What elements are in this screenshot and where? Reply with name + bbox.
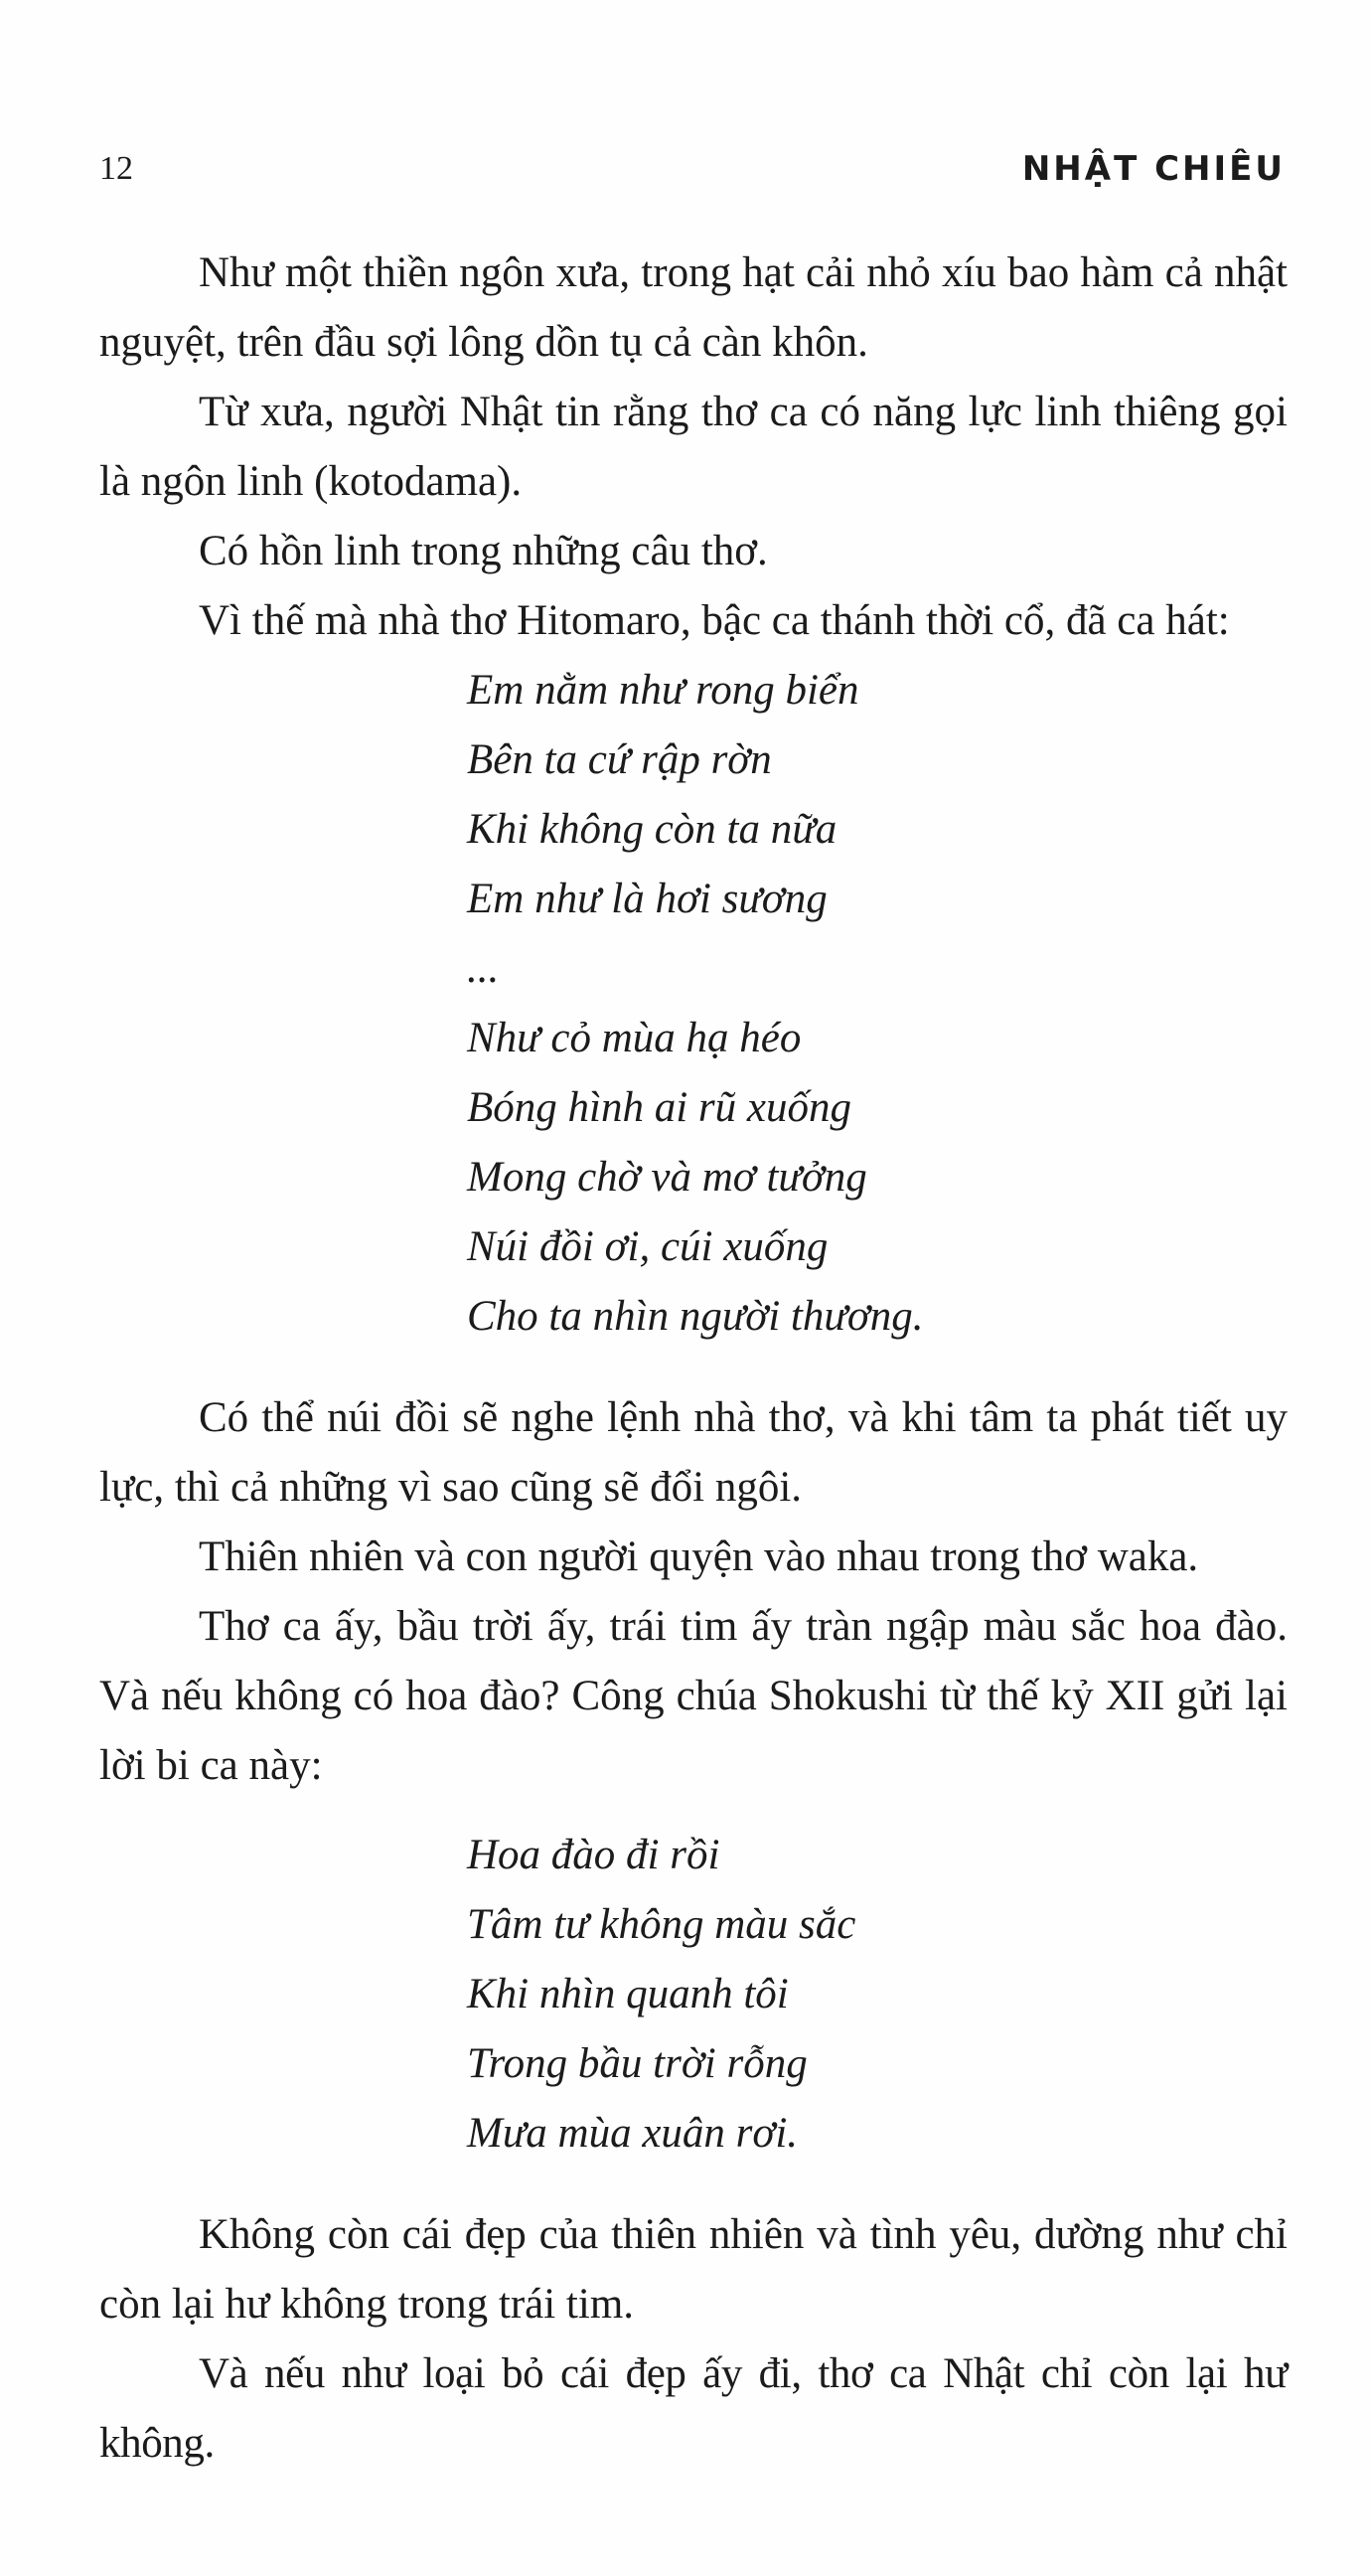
poem-line: Em nằm như rong biển	[467, 667, 859, 714]
paragraph: Vì thế mà nhà thơ Hitomaro, bậc ca thánh thời cổ, đã ca hát:	[199, 597, 1230, 644]
poem-line: Cho ta nhìn người thương.	[467, 1293, 924, 1340]
paragraph: Từ xưa, người Nhật tin rằng thơ ca có năng lực linh thiêng gọi là ngôn linh (kotodama).	[99, 389, 1288, 505]
running-head: NHẬT CHIÊU	[1021, 149, 1286, 189]
poem-line: Trong bầu trời rỗng	[467, 2040, 808, 2087]
page-header	[99, 139, 1286, 199]
page-body	[99, 239, 1288, 2479]
paragraph: Không còn cái đẹp của thiên nhiên và tình yêu, dường như chỉ còn lại hư không trong trái tim.	[99, 2211, 1288, 2328]
paragraph: Như một thiền ngôn xưa, trong hạt cải nhỏ xíu bao hàm cả nhật nguyệt, trên đầu sợi lông dồn tụ cả càn khôn.	[99, 249, 1288, 366]
poem-line: Hoa đào đi rồi	[467, 1832, 720, 1878]
paragraph: Thơ ca ấy, bầu trời ấy, trái tim ấy tràn ngập màu sắc hoa đào. Và nếu không có hoa đào? Công chúa Shokushi từ thế kỷ XII gửi lại lời bi ca này:	[99, 1603, 1288, 1789]
poem-line: ...	[467, 945, 500, 992]
paragraph: Có thể núi đồi sẽ nghe lệnh nhà thơ, và khi tâm ta phát tiết uy lực, thì cả những vì sao cũng sẽ đổi ngôi.	[99, 1394, 1288, 1511]
poem-line: Bóng hình ai rũ xuống	[467, 1084, 851, 1131]
poem-line: Núi đồi ơi, cúi xuống	[467, 1223, 829, 1270]
paragraph: Có hồn linh trong những câu thơ.	[199, 528, 768, 574]
poem-line: Mưa mùa xuân rơi.	[467, 2110, 799, 2157]
poem-line: Khi nhìn quanh tôi	[467, 1971, 789, 2017]
paragraph: Thiên nhiên và con người quyện vào nhau trong thơ waka.	[199, 1533, 1199, 1580]
poem-line: Em như là hơi sương	[467, 876, 828, 922]
spacer	[99, 2169, 1288, 2200]
poem-line: Tâm tư không màu sắc	[467, 1901, 856, 1948]
paragraph: Và nếu như loại bỏ cái đẹp ấy đi, thơ ca Nhật chỉ còn lại hư không.	[99, 2350, 1288, 2467]
poem-hitomaro	[99, 656, 1288, 1352]
spacer	[99, 1801, 1288, 1821]
spacer	[99, 1352, 1288, 1383]
page-number: 12	[99, 150, 133, 187]
poem-line: Khi không còn ta nữa	[467, 806, 838, 853]
poem-shokushi	[99, 1821, 1288, 2169]
poem-line: Như cỏ mùa hạ héo	[467, 1015, 802, 1061]
poem-line: Bên ta cứ rập rờn	[467, 736, 772, 783]
poem-line: Mong chờ và mơ tưởng	[467, 1154, 867, 1201]
